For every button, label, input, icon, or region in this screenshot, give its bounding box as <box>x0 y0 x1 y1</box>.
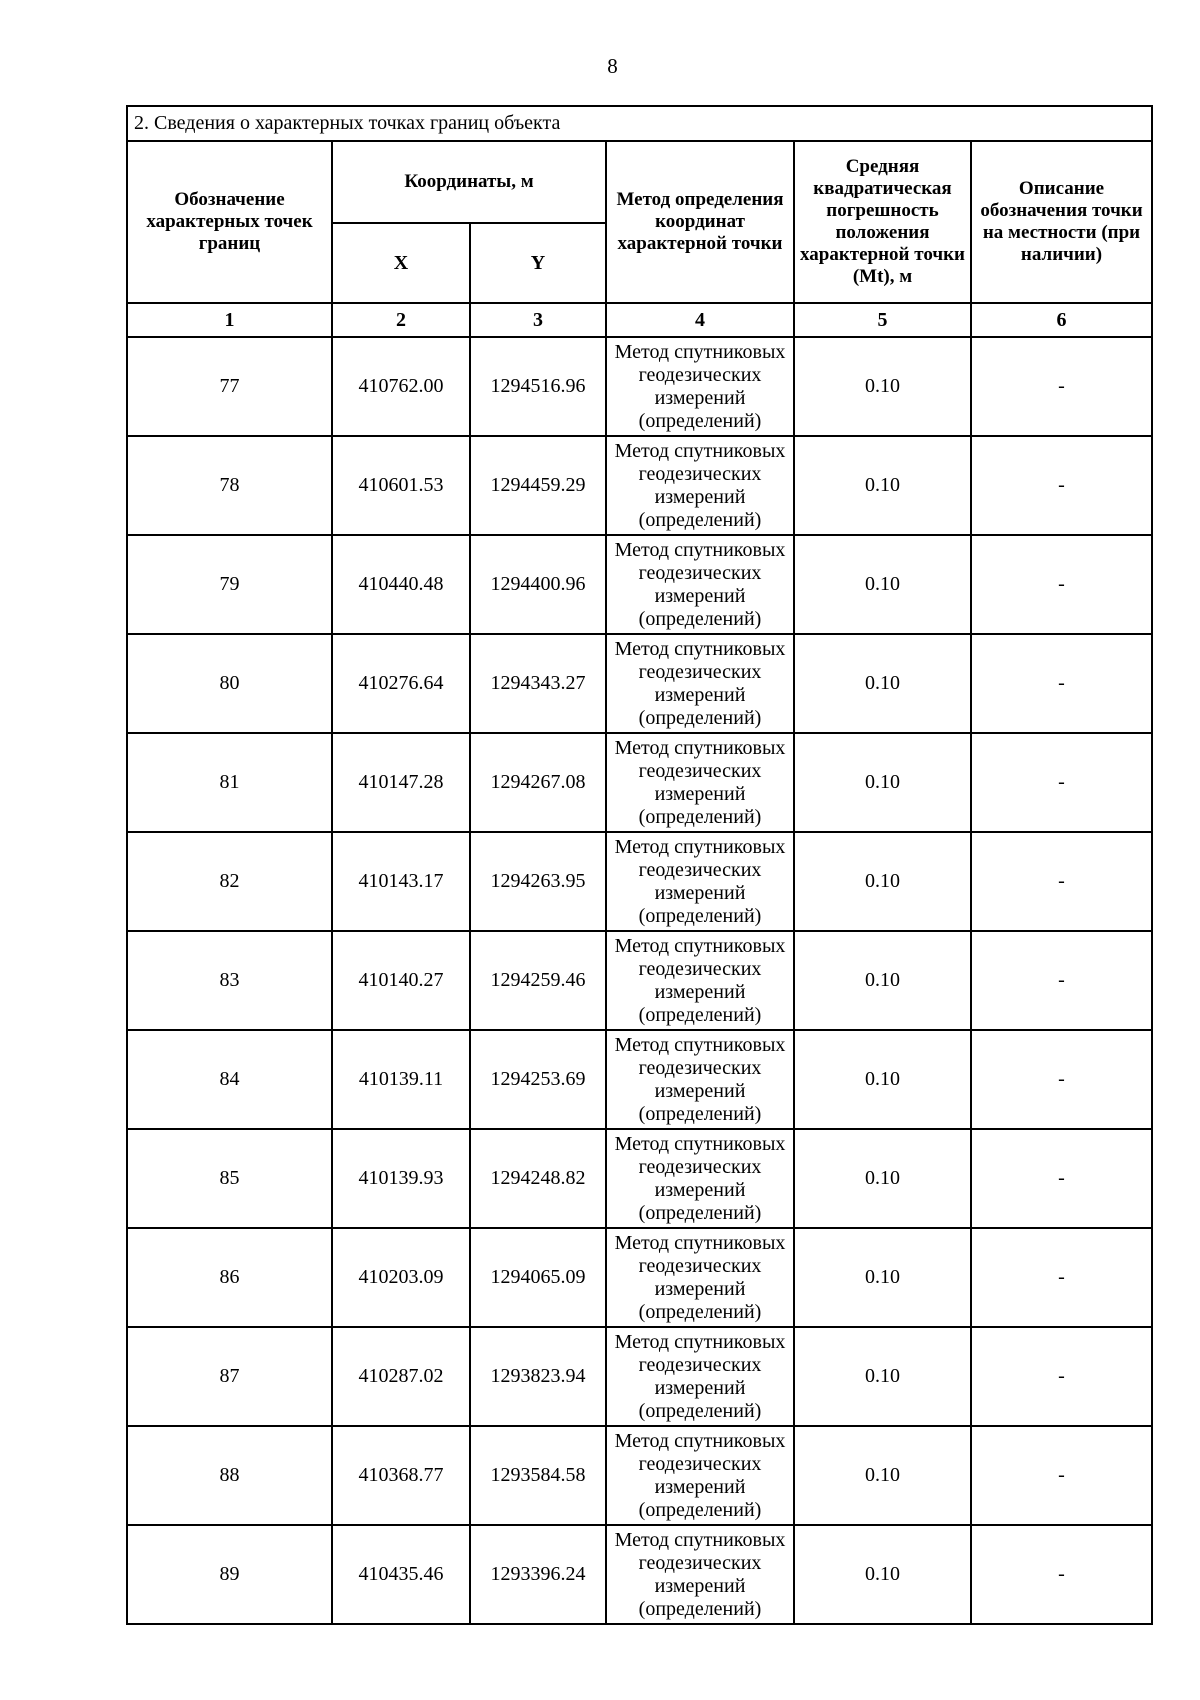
x-cell: 410440.48 <box>332 535 470 634</box>
x-cell: 410276.64 <box>332 634 470 733</box>
method-line: геодезических <box>638 1155 762 1178</box>
point-cell: 83 <box>127 931 332 1030</box>
method-cell <box>606 1030 794 1129</box>
header-method: Метод определения координат характерной точки <box>606 141 794 303</box>
method-line: Метод спутниковых <box>614 1231 786 1254</box>
y-cell: 1294248.82 <box>470 1129 606 1228</box>
error-cell: 0.10 <box>794 337 971 436</box>
method-cell <box>606 832 794 931</box>
method-line: измерений <box>654 584 746 607</box>
table-row <box>127 832 1152 931</box>
method-line: геодезических <box>638 1452 762 1475</box>
description-cell: - <box>971 337 1152 436</box>
method-line: Метод спутниковых <box>614 934 786 957</box>
method-line: (определений) <box>638 508 762 531</box>
x-cell: 410140.27 <box>332 931 470 1030</box>
method-line: (определений) <box>638 1003 762 1026</box>
method-line: геодезических <box>638 1254 762 1277</box>
description-cell: - <box>971 1228 1152 1327</box>
description-cell: - <box>971 733 1152 832</box>
description-cell: - <box>971 1426 1152 1525</box>
method-line: измерений <box>654 1277 746 1300</box>
error-cell: 0.10 <box>794 634 971 733</box>
error-cell: 0.10 <box>794 1525 971 1624</box>
table-row <box>127 535 1152 634</box>
column-number: 5 <box>794 303 971 337</box>
x-cell: 410143.17 <box>332 832 470 931</box>
method-line: измерений <box>654 485 746 508</box>
y-cell: 1294065.09 <box>470 1228 606 1327</box>
error-cell: 0.10 <box>794 1030 971 1129</box>
method-line: измерений <box>654 881 746 904</box>
description-cell: - <box>971 1129 1152 1228</box>
point-cell: 86 <box>127 1228 332 1327</box>
error-cell: 0.10 <box>794 436 971 535</box>
method-cell <box>606 1525 794 1624</box>
x-cell: 410139.11 <box>332 1030 470 1129</box>
x-cell: 410601.53 <box>332 436 470 535</box>
method-cell <box>606 1129 794 1228</box>
point-cell: 84 <box>127 1030 332 1129</box>
header-point-designation: Обозначение характерных точек границ <box>127 141 332 303</box>
error-cell: 0.10 <box>794 1426 971 1525</box>
section-title-row <box>127 106 1152 141</box>
method-line: геодезических <box>638 561 762 584</box>
method-line: геодезических <box>638 957 762 980</box>
method-line: (определений) <box>638 904 762 927</box>
method-line: Метод спутниковых <box>614 736 786 759</box>
error-cell: 0.10 <box>794 1129 971 1228</box>
error-cell: 0.10 <box>794 1327 971 1426</box>
y-cell: 1294263.95 <box>470 832 606 931</box>
point-cell: 85 <box>127 1129 332 1228</box>
y-cell: 1294253.69 <box>470 1030 606 1129</box>
method-line: измерений <box>654 782 746 805</box>
method-line: Метод спутниковых <box>614 1033 786 1056</box>
header-description: Описание обозначения точки на местности (при наличии) <box>971 141 1152 303</box>
section-title: 2. Сведения о характерных точках границ объекта <box>127 106 1152 141</box>
y-cell: 1294267.08 <box>470 733 606 832</box>
method-line: геодезических <box>638 462 762 485</box>
point-cell: 89 <box>127 1525 332 1624</box>
method-line: измерений <box>654 386 746 409</box>
error-cell: 0.10 <box>794 535 971 634</box>
method-cell <box>606 337 794 436</box>
x-cell: 410139.93 <box>332 1129 470 1228</box>
method-cell <box>606 535 794 634</box>
error-cell: 0.10 <box>794 931 971 1030</box>
table-row <box>127 733 1152 832</box>
method-line: Метод спутниковых <box>614 637 786 660</box>
header-coordinates: Координаты, м <box>332 141 606 223</box>
method-line: геодезических <box>638 660 762 683</box>
method-line: геодезических <box>638 858 762 881</box>
y-cell: 1294343.27 <box>470 634 606 733</box>
y-cell: 1293823.94 <box>470 1327 606 1426</box>
method-line: (определений) <box>638 607 762 630</box>
method-cell <box>606 1426 794 1525</box>
table-row <box>127 1030 1152 1129</box>
method-cell <box>606 1327 794 1426</box>
column-number: 6 <box>971 303 1152 337</box>
method-line: (определений) <box>638 409 762 432</box>
method-line: (определений) <box>638 1498 762 1521</box>
x-cell: 410368.77 <box>332 1426 470 1525</box>
table-row <box>127 1426 1152 1525</box>
x-cell: 410435.46 <box>332 1525 470 1624</box>
header-mean-error: Средняя квадратическая погрешность положения характерной точки (Mt), м <box>794 141 971 303</box>
method-line: измерений <box>654 980 746 1003</box>
point-cell: 82 <box>127 832 332 931</box>
page-number: 8 <box>607 54 618 78</box>
point-cell: 88 <box>127 1426 332 1525</box>
method-line: Метод спутниковых <box>614 835 786 858</box>
method-line: измерений <box>654 1376 746 1399</box>
description-cell: - <box>971 634 1152 733</box>
table-body <box>127 337 1152 1624</box>
description-cell: - <box>971 1525 1152 1624</box>
column-numbers-row <box>127 303 1152 337</box>
method-line: геодезических <box>638 1353 762 1376</box>
method-line: (определений) <box>638 1201 762 1224</box>
method-line: геодезических <box>638 759 762 782</box>
description-cell: - <box>971 832 1152 931</box>
method-line: (определений) <box>638 1597 762 1620</box>
point-cell: 78 <box>127 436 332 535</box>
method-line: Метод спутниковых <box>614 1330 786 1353</box>
method-line: Метод спутниковых <box>614 1528 786 1551</box>
table-row <box>127 1129 1152 1228</box>
x-cell: 410287.02 <box>332 1327 470 1426</box>
error-cell: 0.10 <box>794 832 971 931</box>
header-x: X <box>332 223 470 303</box>
column-number: 1 <box>127 303 332 337</box>
x-cell: 410203.09 <box>332 1228 470 1327</box>
point-cell: 79 <box>127 535 332 634</box>
table-row <box>127 634 1152 733</box>
method-line: (определений) <box>638 805 762 828</box>
method-line: (определений) <box>638 706 762 729</box>
y-cell: 1294400.96 <box>470 535 606 634</box>
point-cell: 81 <box>127 733 332 832</box>
table-row <box>127 931 1152 1030</box>
error-cell: 0.10 <box>794 1228 971 1327</box>
x-cell: 410762.00 <box>332 337 470 436</box>
method-line: измерений <box>654 683 746 706</box>
x-cell: 410147.28 <box>332 733 470 832</box>
column-number: 3 <box>470 303 606 337</box>
method-line: измерений <box>654 1574 746 1597</box>
table-row <box>127 1327 1152 1426</box>
description-cell: - <box>971 1327 1152 1426</box>
point-cell: 80 <box>127 634 332 733</box>
method-cell <box>606 634 794 733</box>
method-line: измерений <box>654 1178 746 1201</box>
point-cell: 87 <box>127 1327 332 1426</box>
method-line: геодезических <box>638 1056 762 1079</box>
method-line: (определений) <box>638 1102 762 1125</box>
method-line: (определений) <box>638 1399 762 1422</box>
y-cell: 1293396.24 <box>470 1525 606 1624</box>
description-cell: - <box>971 535 1152 634</box>
method-line: Метод спутниковых <box>614 439 786 462</box>
method-line: Метод спутниковых <box>614 340 786 363</box>
method-line: Метод спутниковых <box>614 538 786 561</box>
y-cell: 1294259.46 <box>470 931 606 1030</box>
table-row <box>127 1525 1152 1624</box>
y-cell: 1293584.58 <box>470 1426 606 1525</box>
method-cell <box>606 1228 794 1327</box>
description-cell: - <box>971 931 1152 1030</box>
method-line: геодезических <box>638 363 762 386</box>
method-cell <box>606 436 794 535</box>
table-row <box>127 1228 1152 1327</box>
y-cell: 1294459.29 <box>470 436 606 535</box>
method-line: измерений <box>654 1475 746 1498</box>
header-row <box>127 141 1152 223</box>
method-cell <box>606 931 794 1030</box>
header-y: Y <box>470 223 606 303</box>
error-cell: 0.10 <box>794 733 971 832</box>
method-line: (определений) <box>638 1300 762 1323</box>
method-line: Метод спутниковых <box>614 1132 786 1155</box>
table-row <box>127 436 1152 535</box>
description-cell: - <box>971 436 1152 535</box>
method-cell <box>606 733 794 832</box>
point-cell: 77 <box>127 337 332 436</box>
column-number: 2 <box>332 303 470 337</box>
boundary-points-table <box>126 105 1153 1625</box>
description-cell: - <box>971 1030 1152 1129</box>
column-number: 4 <box>606 303 794 337</box>
method-line: измерений <box>654 1079 746 1102</box>
method-line: Метод спутниковых <box>614 1429 786 1452</box>
method-line: геодезических <box>638 1551 762 1574</box>
table-row <box>127 337 1152 436</box>
y-cell: 1294516.96 <box>470 337 606 436</box>
